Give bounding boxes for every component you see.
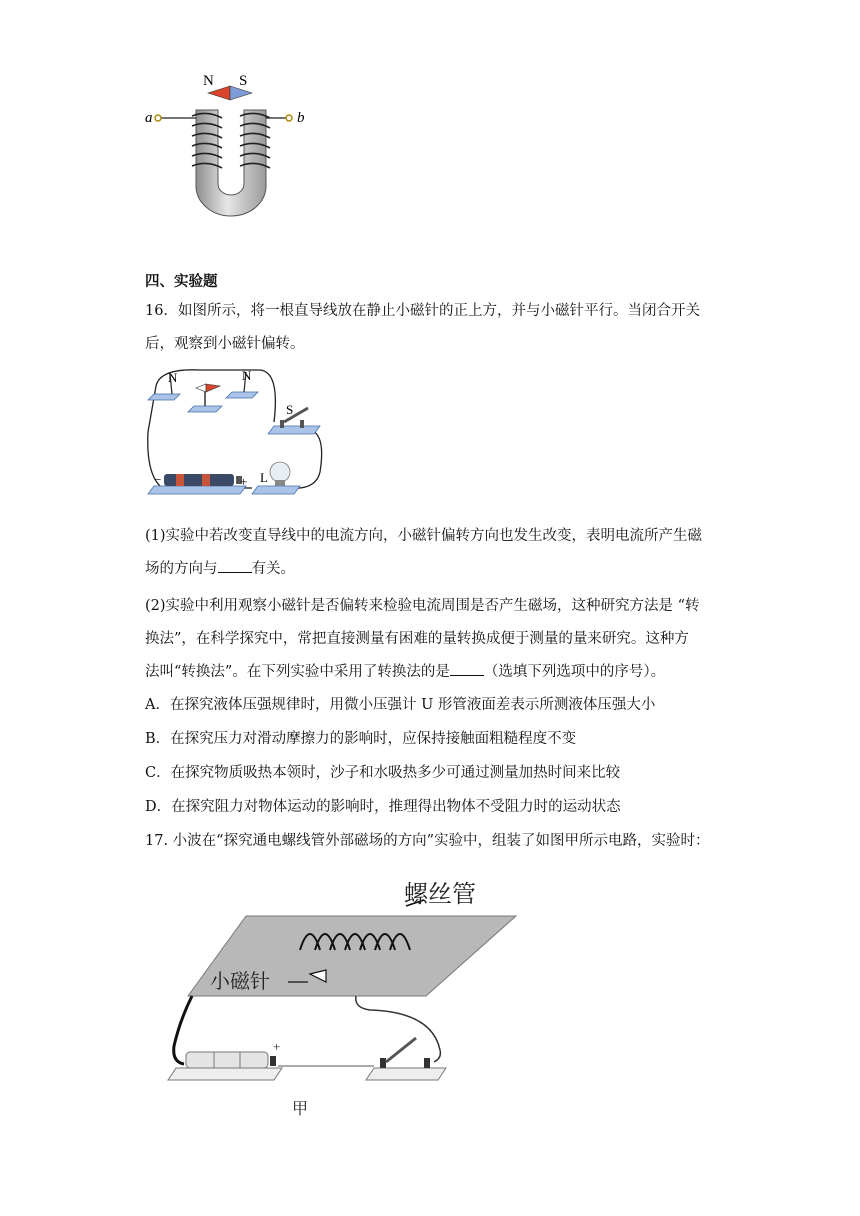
terminal-a-label: a <box>145 110 153 126</box>
q17-label-solenoid: 螺丝管 <box>404 880 476 908</box>
terminal-b-label: b <box>297 110 305 126</box>
q17-figure-caption: 甲 <box>292 1099 309 1118</box>
q16-p1-line1: (1)实验中若改变直导线中的电流方向，小磁针偏转方向也发生改变，表明电流所产生磁 <box>145 528 703 544</box>
q16-p2-line3 <box>145 660 665 681</box>
q16-option-a: A．在探究液体压强规律时，用微小压强计 U 形管液面差表示所测液体压强大小 <box>145 697 656 713</box>
q16-p2-line2: 换法”，在科学探究中，常把直接测量有困难的量转换成便于测量的量来研究。这种方 <box>145 631 689 647</box>
q16-circuit-figure <box>140 362 340 510</box>
q16-p2-text-a: 法叫“转换法”。在下列实验中采用了转换法的是 <box>145 664 450 680</box>
q16-option-c: C．在探究物质吸热本领时，沙子和水吸热多少可通过测量加热时间来比较 <box>145 765 621 781</box>
pole-s-label: S <box>239 73 248 89</box>
q16-stem-line1: 16．如图所示，将一根直导线放在静止小磁针的正上方，并与小磁针平行。当闭合开关 <box>145 303 700 319</box>
section-heading: 四、实验题 <box>145 273 218 290</box>
pole-n-label: N <box>203 73 214 89</box>
q16-fig-label-lamp: L <box>260 470 268 485</box>
electromagnet-figure <box>140 66 310 218</box>
q16-stem-line2: 后，观察到小磁针偏转。 <box>145 336 305 352</box>
q16-p1-line2 <box>145 557 295 578</box>
q17-label-needle: 小磁针 <box>210 969 270 993</box>
q17-solenoid-figure <box>160 870 530 1120</box>
q16-fig-label-n1: N <box>168 370 178 385</box>
q16-option-b: B．在探究压力对滑动摩擦力的影响时，应保持接触面粗糙程度不变 <box>145 731 577 747</box>
q16-p1-answer-blank[interactable] <box>218 558 252 573</box>
q16-option-d: D．在探究阻力对物体运动的影响时，推理得出物体不受阻力时的运动状态 <box>145 799 621 815</box>
q17-stem: 17. 小波在“探究通电螺线管外部磁场的方向”实验中，组装了如图甲所示电路，实验时： <box>145 833 710 849</box>
q16-fig-label-minus: − <box>154 472 162 487</box>
q16-fig-label-switch: S <box>286 402 294 417</box>
q16-p2-line1: (2)实验中利用观察小磁针是否偏转来检验电流周围是否产生磁场，这种研究方法是 “转 <box>145 598 700 614</box>
q16-p1-text-b: 有关。 <box>251 561 295 577</box>
q16-fig-label-n2: N <box>242 368 252 383</box>
q16-p2-answer-blank[interactable] <box>450 661 484 676</box>
q16-fig-label-plus: + <box>240 474 248 489</box>
q17-label-plus: + <box>273 1039 281 1054</box>
q16-p2-text-b: （选填下列选项中的序号）。 <box>483 664 666 680</box>
q16-p1-text-a: 场的方向与 <box>145 561 218 577</box>
